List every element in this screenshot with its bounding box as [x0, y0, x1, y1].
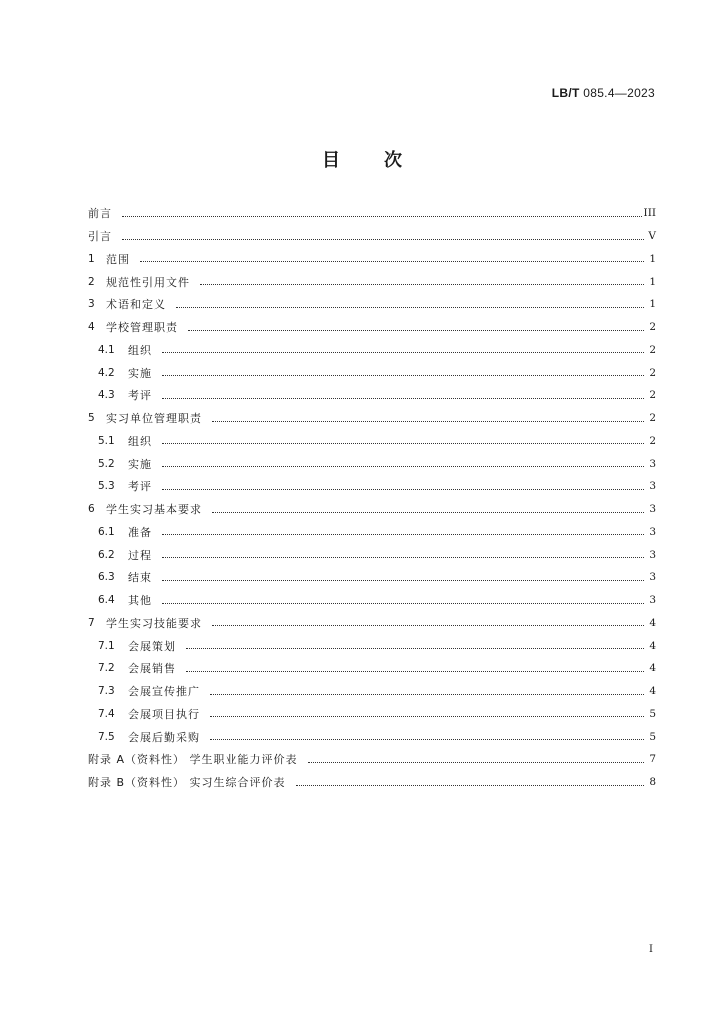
- toc-leader-dots: [162, 374, 644, 376]
- toc-entry[interactable]: [88, 248, 656, 271]
- toc-entry[interactable]: [88, 270, 656, 293]
- toc-entry-title: 会展项目执行: [128, 707, 200, 721]
- toc-entry-title: 组织: [128, 343, 152, 357]
- toc-entry-title: 学生实习技能要求: [106, 616, 202, 630]
- toc-entry-number: 4.2: [98, 366, 115, 379]
- toc-entry-page: 3: [649, 457, 656, 470]
- toc-entry-title: 其他: [128, 594, 152, 608]
- toc-entry[interactable]: [88, 543, 656, 566]
- toc-entry-title: 会展后勤采购: [128, 730, 200, 744]
- toc-entry[interactable]: [88, 657, 656, 680]
- toc-entry-title: 学生实习基本要求: [106, 503, 202, 517]
- toc-entry[interactable]: [88, 452, 656, 475]
- toc-entry[interactable]: [88, 430, 656, 453]
- toc-leader-dots: [210, 693, 644, 695]
- toc-leader-dots: [176, 306, 644, 308]
- toc-leader-dots: [212, 624, 644, 626]
- toc-leader-dots: [162, 533, 644, 535]
- toc-entry-title: 规范性引用文件: [106, 275, 190, 289]
- toc-entry-number: 6.2: [98, 548, 115, 561]
- table-of-contents: [88, 202, 656, 794]
- toc-entry-title: 术语和定义: [106, 298, 166, 312]
- toc-entry[interactable]: [88, 589, 656, 612]
- toc-entry[interactable]: [88, 521, 656, 544]
- toc-entry-page: III: [643, 207, 656, 220]
- toc-entry-number: 5.3: [98, 480, 115, 493]
- toc-entry-title: 考评: [128, 389, 152, 403]
- toc-entry-page: 1: [649, 252, 656, 265]
- toc-entry-page: 5: [649, 730, 656, 743]
- toc-leader-dots: [140, 260, 644, 262]
- toc-entry-number: 6.4: [98, 594, 115, 607]
- toc-entry-number: 7.2: [98, 662, 115, 675]
- toc-entry-page: 2: [649, 343, 656, 356]
- toc-entry-page: 2: [649, 434, 656, 447]
- toc-entry-title: 引言: [88, 230, 112, 244]
- toc-entry-page: 3: [649, 548, 656, 561]
- toc-leader-dots: [162, 465, 644, 467]
- toc-entry[interactable]: [88, 225, 656, 248]
- toc-entry-title: 结束: [128, 571, 152, 585]
- toc-entry[interactable]: [88, 612, 656, 635]
- toc-entry-title: 准备: [128, 525, 152, 539]
- standard-code: [552, 86, 655, 100]
- standard-code-number: 085.4—2023: [583, 86, 655, 100]
- toc-leader-dots: [162, 488, 644, 490]
- toc-entry-page: 2: [649, 389, 656, 402]
- toc-leader-dots: [296, 784, 644, 786]
- page-title-char-1: 目: [322, 150, 340, 171]
- toc-entry-page: 3: [649, 480, 656, 493]
- toc-entry-number: 5.1: [98, 434, 115, 447]
- toc-entry-page: 5: [649, 707, 656, 720]
- toc-leader-dots: [200, 283, 644, 285]
- toc-entry-page: 3: [649, 571, 656, 584]
- toc-entry-number: 2: [88, 275, 95, 288]
- toc-entry-page: 3: [649, 525, 656, 538]
- toc-leader-dots: [162, 602, 644, 604]
- toc-entry-title: 组织: [128, 434, 152, 448]
- toc-entry[interactable]: [88, 498, 656, 521]
- toc-entry-page: 8: [649, 776, 656, 789]
- toc-entry-page: 4: [649, 639, 656, 652]
- toc-entry-title: 学校管理职责: [106, 321, 178, 335]
- toc-entry-number: 1: [88, 252, 95, 265]
- toc-entry[interactable]: [88, 566, 656, 589]
- toc-entry[interactable]: [88, 361, 656, 384]
- toc-leader-dots: [188, 329, 644, 331]
- toc-leader-dots: [186, 670, 644, 672]
- toc-entry[interactable]: [88, 339, 656, 362]
- toc-entry[interactable]: [88, 771, 656, 794]
- toc-entry[interactable]: [88, 725, 656, 748]
- toc-entry[interactable]: [88, 407, 656, 430]
- toc-entry-title: 附录 B（资料性） 实习生综合评价表: [88, 776, 286, 790]
- toc-entry-number: 7.5: [98, 730, 115, 743]
- toc-entry-page: 2: [649, 366, 656, 379]
- toc-entry-page: 7: [649, 753, 656, 766]
- toc-entry[interactable]: [88, 680, 656, 703]
- toc-entry-number: 7: [88, 616, 95, 629]
- toc-leader-dots: [210, 715, 644, 717]
- toc-leader-dots: [162, 397, 644, 399]
- toc-entry-number: 6.3: [98, 571, 115, 584]
- toc-entry[interactable]: [88, 475, 656, 498]
- toc-entry[interactable]: [88, 293, 656, 316]
- toc-leader-dots: [186, 647, 644, 649]
- toc-entry[interactable]: [88, 384, 656, 407]
- toc-entry-title: 前言: [88, 207, 112, 221]
- toc-entry[interactable]: [88, 202, 656, 225]
- toc-leader-dots: [162, 579, 644, 581]
- toc-entry[interactable]: [88, 634, 656, 657]
- page-title-char-2: 次: [384, 150, 402, 171]
- toc-entry-page: 2: [649, 412, 656, 425]
- toc-entry-number: 7.4: [98, 707, 115, 720]
- toc-entry-page: 4: [649, 662, 656, 675]
- toc-entry-title: 会展销售: [128, 662, 176, 676]
- toc-entry-number: 4.3: [98, 389, 115, 402]
- toc-entry-number: 3: [88, 298, 95, 311]
- toc-entry[interactable]: [88, 748, 656, 771]
- toc-entry-page: 2: [649, 321, 656, 334]
- toc-entry-title: 实施: [128, 457, 152, 471]
- toc-entry-number: 5: [88, 412, 95, 425]
- toc-entry-title: 考评: [128, 480, 152, 494]
- toc-entry-number: 6: [88, 503, 95, 516]
- standard-code-prefix: LB/T: [551, 86, 580, 100]
- toc-entry-number: 5.2: [98, 457, 115, 470]
- toc-entry-number: 7.1: [98, 639, 115, 652]
- toc-entry-page: 1: [649, 275, 656, 288]
- toc-entry-title: 附录 A（资料性） 学生职业能力评价表: [88, 753, 298, 767]
- toc-entry-page: 4: [649, 685, 656, 698]
- toc-leader-dots: [308, 761, 644, 763]
- toc-entry-page: 4: [649, 616, 656, 629]
- page-title: [0, 146, 724, 172]
- toc-entry-page: 3: [649, 594, 656, 607]
- toc-leader-dots: [212, 420, 644, 422]
- toc-entry-page: V: [648, 230, 656, 243]
- toc-leader-dots: [162, 556, 644, 558]
- toc-entry-number: 7.3: [98, 685, 115, 698]
- toc-entry-title: 实施: [128, 366, 152, 380]
- toc-entry[interactable]: [88, 316, 656, 339]
- toc-entry-title: 过程: [128, 548, 152, 562]
- page-number: I: [649, 944, 653, 955]
- toc-leader-dots: [122, 215, 642, 217]
- toc-leader-dots: [162, 351, 644, 353]
- toc-entry-number: 4.1: [98, 343, 115, 356]
- toc-entry-title: 范围: [106, 252, 130, 266]
- toc-entry-number: 4: [88, 321, 95, 334]
- toc-leader-dots: [162, 442, 644, 444]
- toc-leader-dots: [122, 238, 644, 240]
- toc-leader-dots: [212, 511, 644, 513]
- toc-entry-page: 1: [649, 298, 656, 311]
- toc-entry-title: 实习单位管理职责: [106, 412, 202, 426]
- toc-entry-title: 会展宣传推广: [128, 685, 200, 699]
- toc-entry-number: 6.1: [98, 525, 115, 538]
- toc-entry[interactable]: [88, 703, 656, 726]
- toc-entry-title: 会展策划: [128, 639, 176, 653]
- toc-leader-dots: [210, 738, 644, 740]
- toc-entry-page: 3: [649, 503, 656, 516]
